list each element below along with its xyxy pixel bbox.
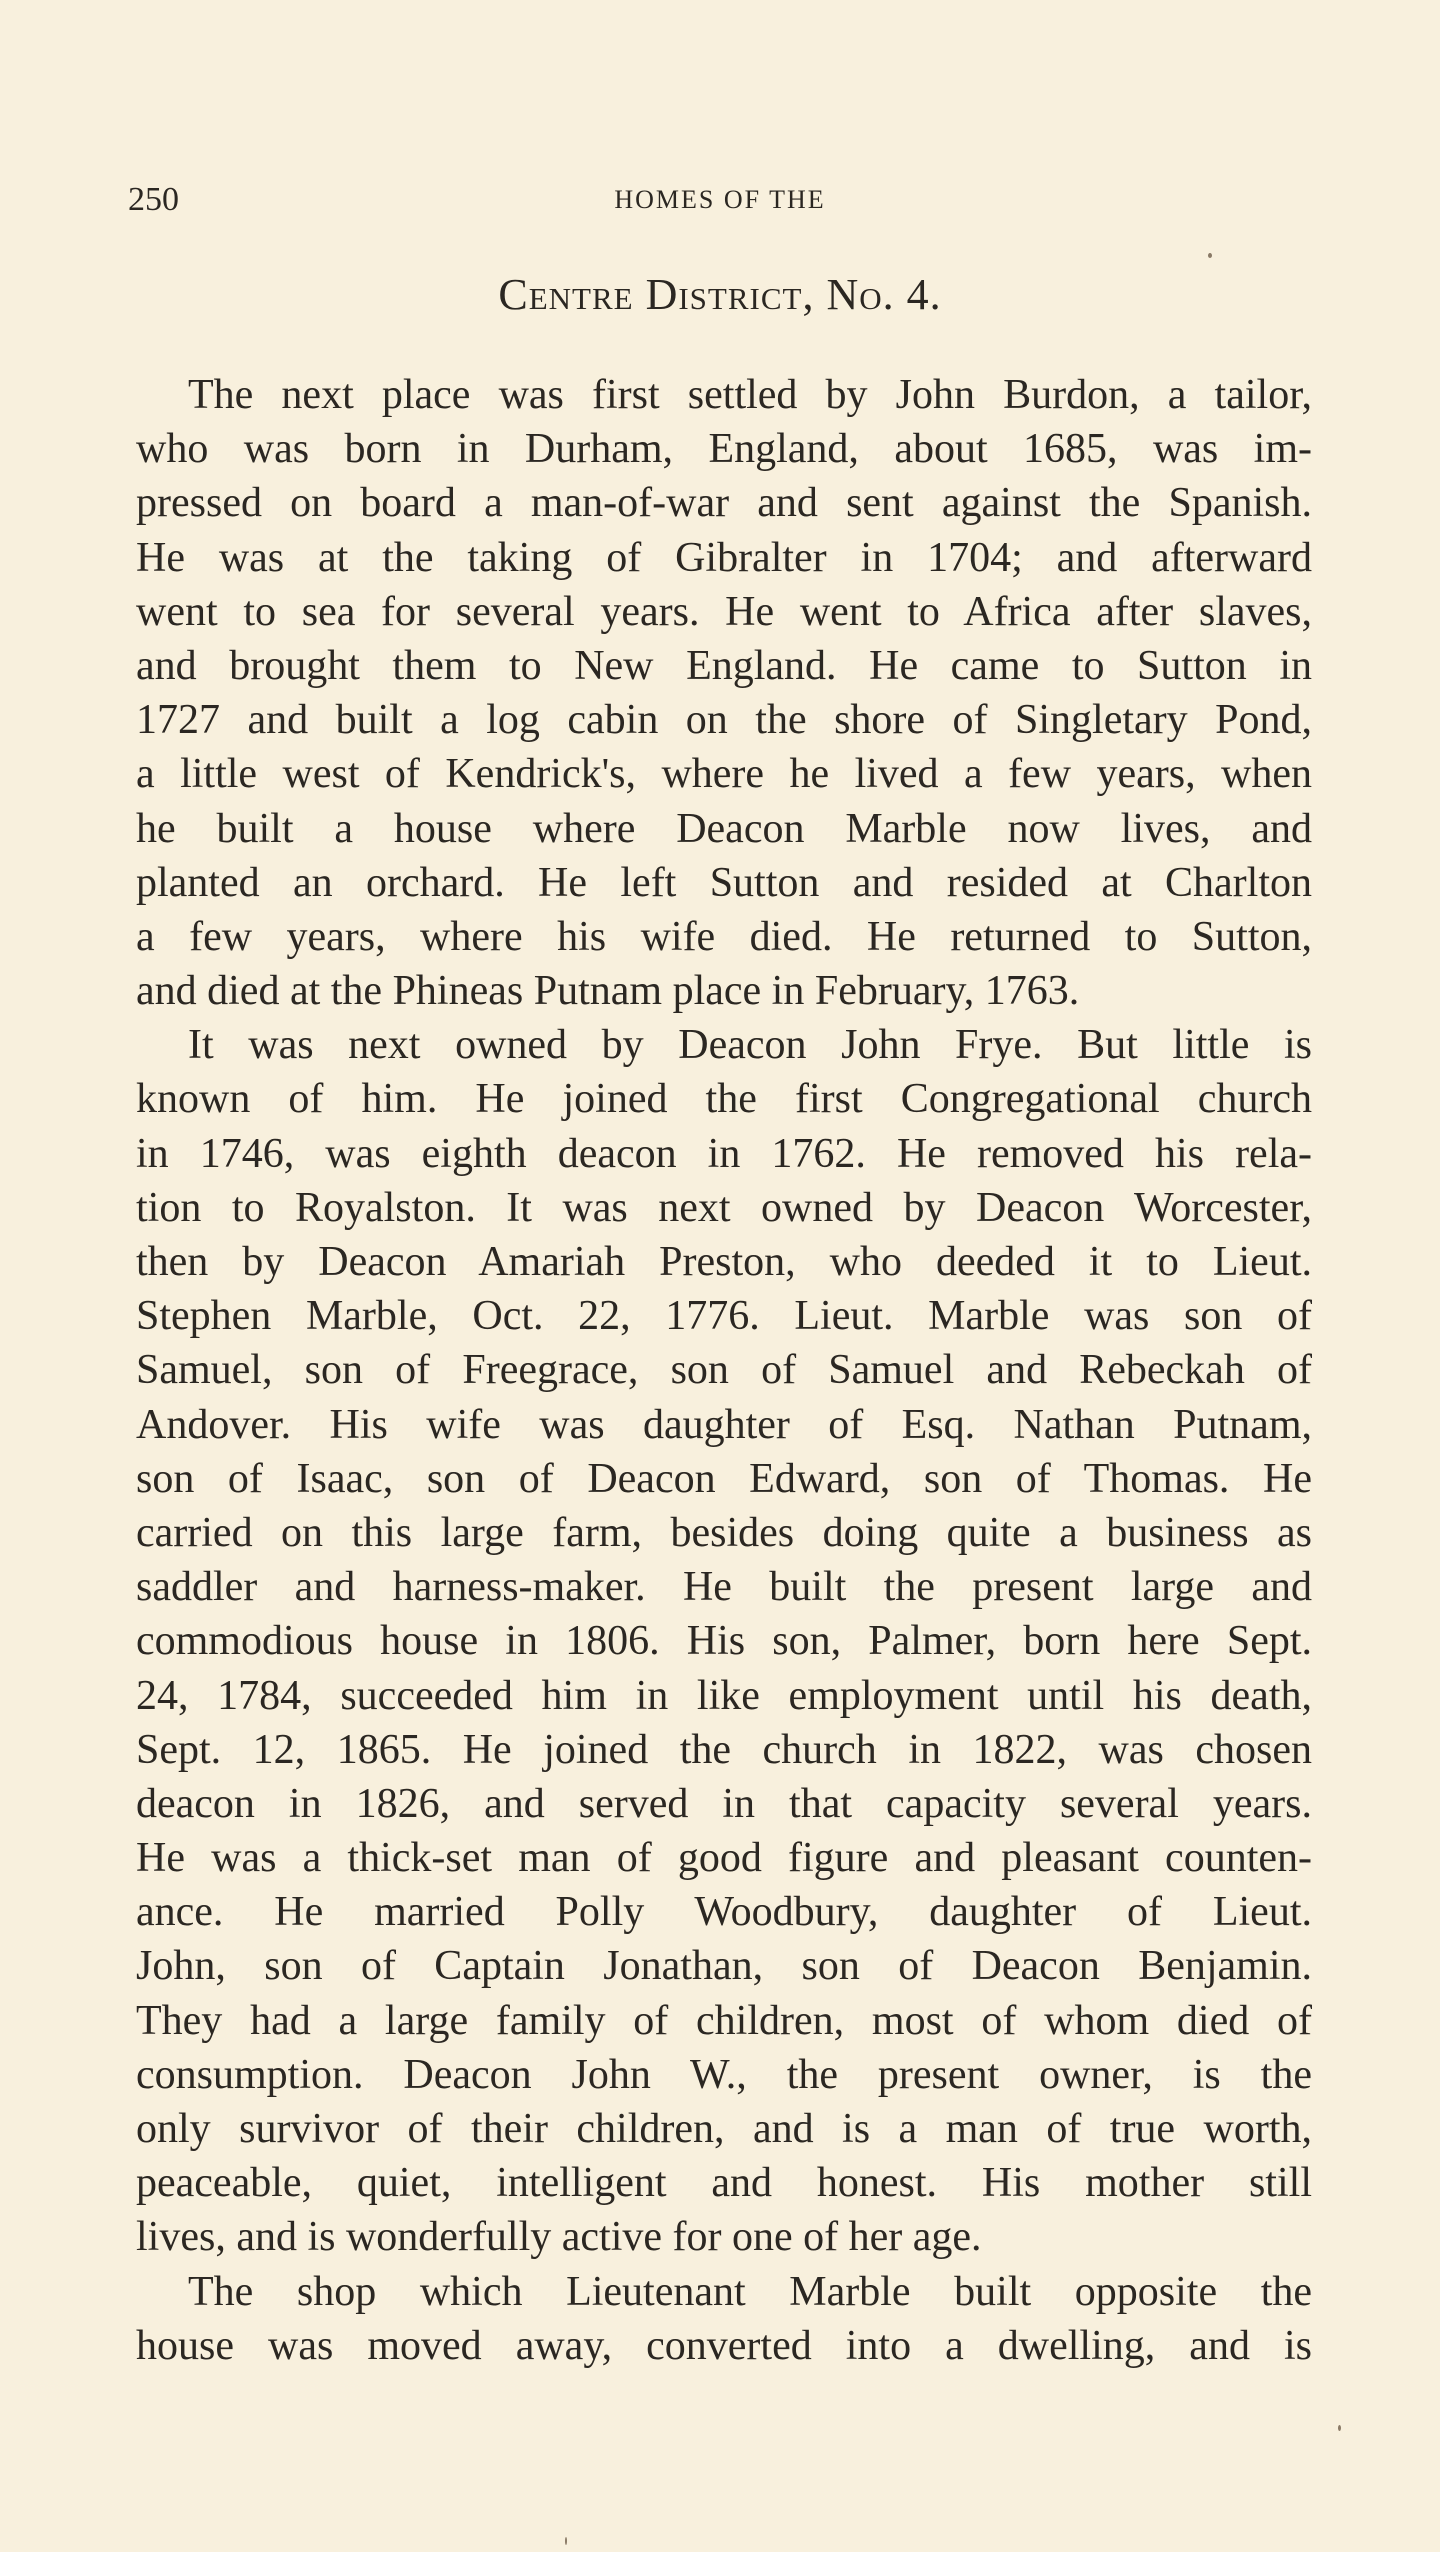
text-line: and brought them to New England. He came to Sutton in (136, 642, 1312, 689)
text-line: who was born in Durham, England, about 1685, was im- (136, 426, 1312, 473)
page-number: 250 (128, 181, 179, 218)
text-line: he built a house where Deacon Marble now lives, and (136, 805, 1312, 852)
text-line: saddler and harness-maker. He built the present large and (136, 1564, 1312, 1611)
text-line: house was moved away, converted into a dwelling, and is (136, 2322, 1312, 2369)
text-line: Samuel, son of Freegrace, son of Samuel and Rebeckah of (136, 1347, 1312, 1394)
text-line: 1727 and built a log cabin on the shore of Singletary Pond, (136, 697, 1312, 744)
text-line: a few years, where his wife died. He returned to Sutton, (136, 913, 1312, 960)
text-line: went to sea for several years. He went to Africa after slaves, (136, 588, 1312, 635)
text-line: He was at the taking of Gibralter in 1704; and afterward (136, 534, 1312, 581)
running-title: HOMES OF THE (614, 185, 826, 214)
text-line: Andover. His wife was daughter of Esq. Nathan Putnam, (136, 1401, 1312, 1448)
text-line: planted an orchard. He left Sutton and resided at Charlton (136, 859, 1312, 906)
paragraph (136, 368, 1312, 1018)
text-line: peaceable, quiet, intelligent and honest. His mother still (136, 2160, 1312, 2207)
body-text (136, 368, 1312, 2373)
text-line: Sept. 12, 1865. He joined the church in 1822, was chosen (136, 1726, 1312, 1773)
paragraph (136, 2265, 1312, 2373)
text-line: John, son of Captain Jonathan, son of Deacon Benjamin. (136, 1943, 1312, 1990)
text-line: He was a thick-set man of good figure and pleasant counten- (136, 1835, 1312, 1882)
text-line: lives, and is wonderfully active for one of her age. (136, 2214, 982, 2261)
text-line: 24, 1784, succeeded him in like employment until his death, (136, 1672, 1312, 1719)
text-line: known of him. He joined the first Congregational church (136, 1076, 1312, 1123)
text-line: a little west of Kendrick's, where he lived a few years, when (136, 751, 1312, 798)
text-line: deacon in 1826, and served in that capacity several years. (136, 1780, 1312, 1827)
text-line: in 1746, was eighth deacon in 1762. He removed his rela- (136, 1130, 1312, 1177)
text-line: commodious house in 1806. His son, Palmer, born here Sept. (136, 1618, 1312, 1665)
paper-speck (1338, 2425, 1341, 2431)
text-line: Stephen Marble, Oct. 22, 1776. Lieut. Marble was son of (136, 1293, 1312, 1340)
text-line: then by Deacon Amariah Preston, who deeded it to Lieut. (136, 1239, 1312, 1285)
text-line: and died at the Phineas Putnam place in February, 1763. (136, 968, 1080, 1015)
section-title: Centre District, No. 4. (498, 270, 942, 319)
text-line: only survivor of their children, and is a man of true worth, (136, 2106, 1312, 2152)
paper-speck (565, 2537, 567, 2545)
paper-speck (1208, 253, 1212, 258)
text-line: It was next owned by Deacon John Frye. But little is (188, 1022, 1312, 1069)
paragraph (136, 1018, 1312, 2264)
text-line: They had a large family of children, most of whom died of (136, 1997, 1312, 2044)
text-line: tion to Royalston. It was next owned by Deacon Worcester, (136, 1184, 1312, 1231)
text-line: pressed on board a man-of-war and sent against the Spanish. (136, 480, 1312, 527)
text-line: consumption. Deacon John W., the present owner, is the (136, 2051, 1312, 2098)
text-line: carried on this large farm, besides doing quite a business as (136, 1509, 1312, 1556)
text-line: The next place was first settled by John Burdon, a tailor, (188, 372, 1312, 418)
text-line: son of Isaac, son of Deacon Edward, son of Thomas. He (136, 1455, 1312, 1502)
text-line: ance. He married Polly Woodbury, daughter of Lieut. (136, 1889, 1312, 1936)
text-line: The shop which Lieutenant Marble built opposite the (188, 2268, 1312, 2315)
